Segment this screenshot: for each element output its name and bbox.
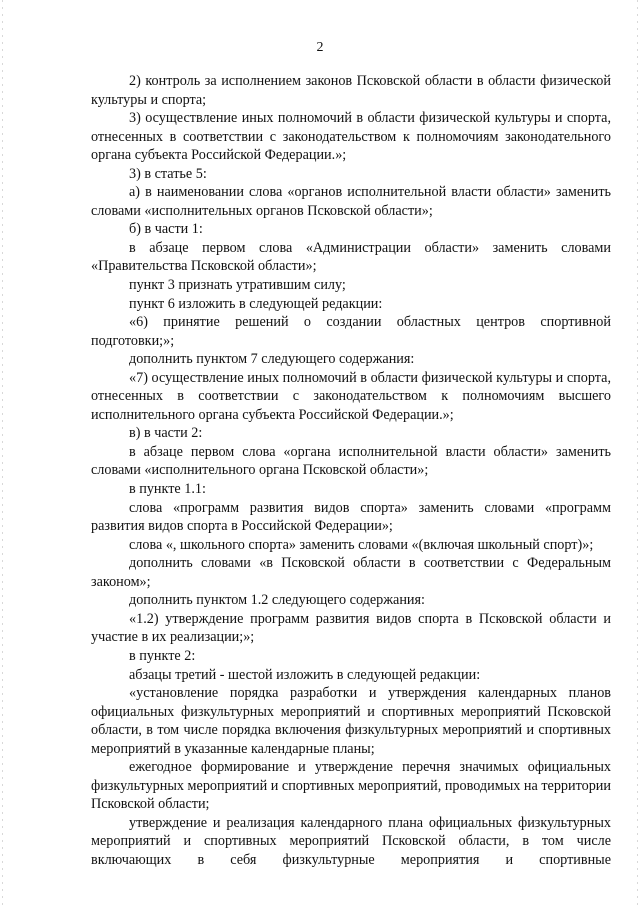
paragraph: 2) контроль за исполнением законов Псковской области в области физической культуры и спорта; <box>91 73 611 108</box>
paragraph: дополнить словами «в Псковской области в соответствии с Федеральным законом»; <box>91 555 611 590</box>
paragraph: в пункте 2: <box>129 647 196 664</box>
paragraph: утверждение и реализация календарного плана официальных физкультурных мероприятий и спортивных мероприятий Псковской области, в том числе включающих в себя физкультурные мероприятия и спортивные <box>91 814 611 868</box>
paragraph: слова «программ развития видов спорта» заменить словами «программ развития видов спорта в Российской Федерации»; <box>91 499 611 535</box>
paragraph: дополнить пунктом 1.2 следующего содержания: <box>129 592 425 609</box>
document-body <box>91 72 611 870</box>
paragraph: слова «, школьного спорта» заменить словами «(включая школьный спорт)»; <box>129 536 594 553</box>
paragraph: 3) в статье 5: <box>129 165 207 182</box>
right-scan-edge <box>637 0 638 905</box>
paragraph: в абзаце первом слова «органа исполнительной власти области» заменить словами «исполнительного органа Псковской области»; <box>91 443 611 479</box>
paragraph: в абзаце первом слова «Администрации области» заменить словами «Правительства Псковской области»; <box>91 239 611 275</box>
left-scan-edge <box>2 0 3 905</box>
paragraph: в пункте 1.1: <box>129 481 206 498</box>
paragraph: «7) осуществление иных полномочий в области физической культуры и спорта, отнесенных в соответствии с законодательством к полномочиям высшего исполнительного органа субъекта Российской Федерации.»; <box>91 369 611 423</box>
paragraph: а) в наименовании слова «органов исполнительной власти области» заменить словами «исполнительных органов Псковской области»; <box>91 184 611 219</box>
paragraph: пункт 6 изложить в следующей редакции: <box>129 295 383 312</box>
paragraph: пункт 3 признать утратившим силу; <box>129 277 346 294</box>
paragraph: «6) принятие решений о создании областных центров спортивной подготовки;»; <box>91 314 611 349</box>
paragraph: б) в части 1: <box>129 221 203 238</box>
paragraph: «1.2) утверждение программ развития видов спорта в Псковской области и участие в их реализации;»; <box>91 610 611 646</box>
paragraph: дополнить пунктом 7 следующего содержания: <box>129 351 415 368</box>
paragraph: ежегодное формирование и утверждение перечня значимых официальных физкультурных мероприятий и спортивных мероприятий, проводимых на территории Псковской области; <box>91 759 611 813</box>
paragraph: в) в части 2: <box>129 425 203 442</box>
paragraph: абзацы третий - шестой изложить в следующей редакции: <box>129 666 481 683</box>
paragraph: «установление порядка разработки и утверждения календарных планов официальных физкультурных мероприятий и спортивных мероприятий Псковской области, в том числе порядка включения физкультурных мероприятий и спортивных мероприятий в указанные календарные планы; <box>91 685 611 757</box>
page-number: 2 <box>316 40 324 55</box>
paragraph: 3) осуществление иных полномочий в области физической культуры и спорта, отнесенных в соответствии с законодательством к полномочиям законодательного органа субъекта Российской Федерации.»; <box>91 110 611 164</box>
